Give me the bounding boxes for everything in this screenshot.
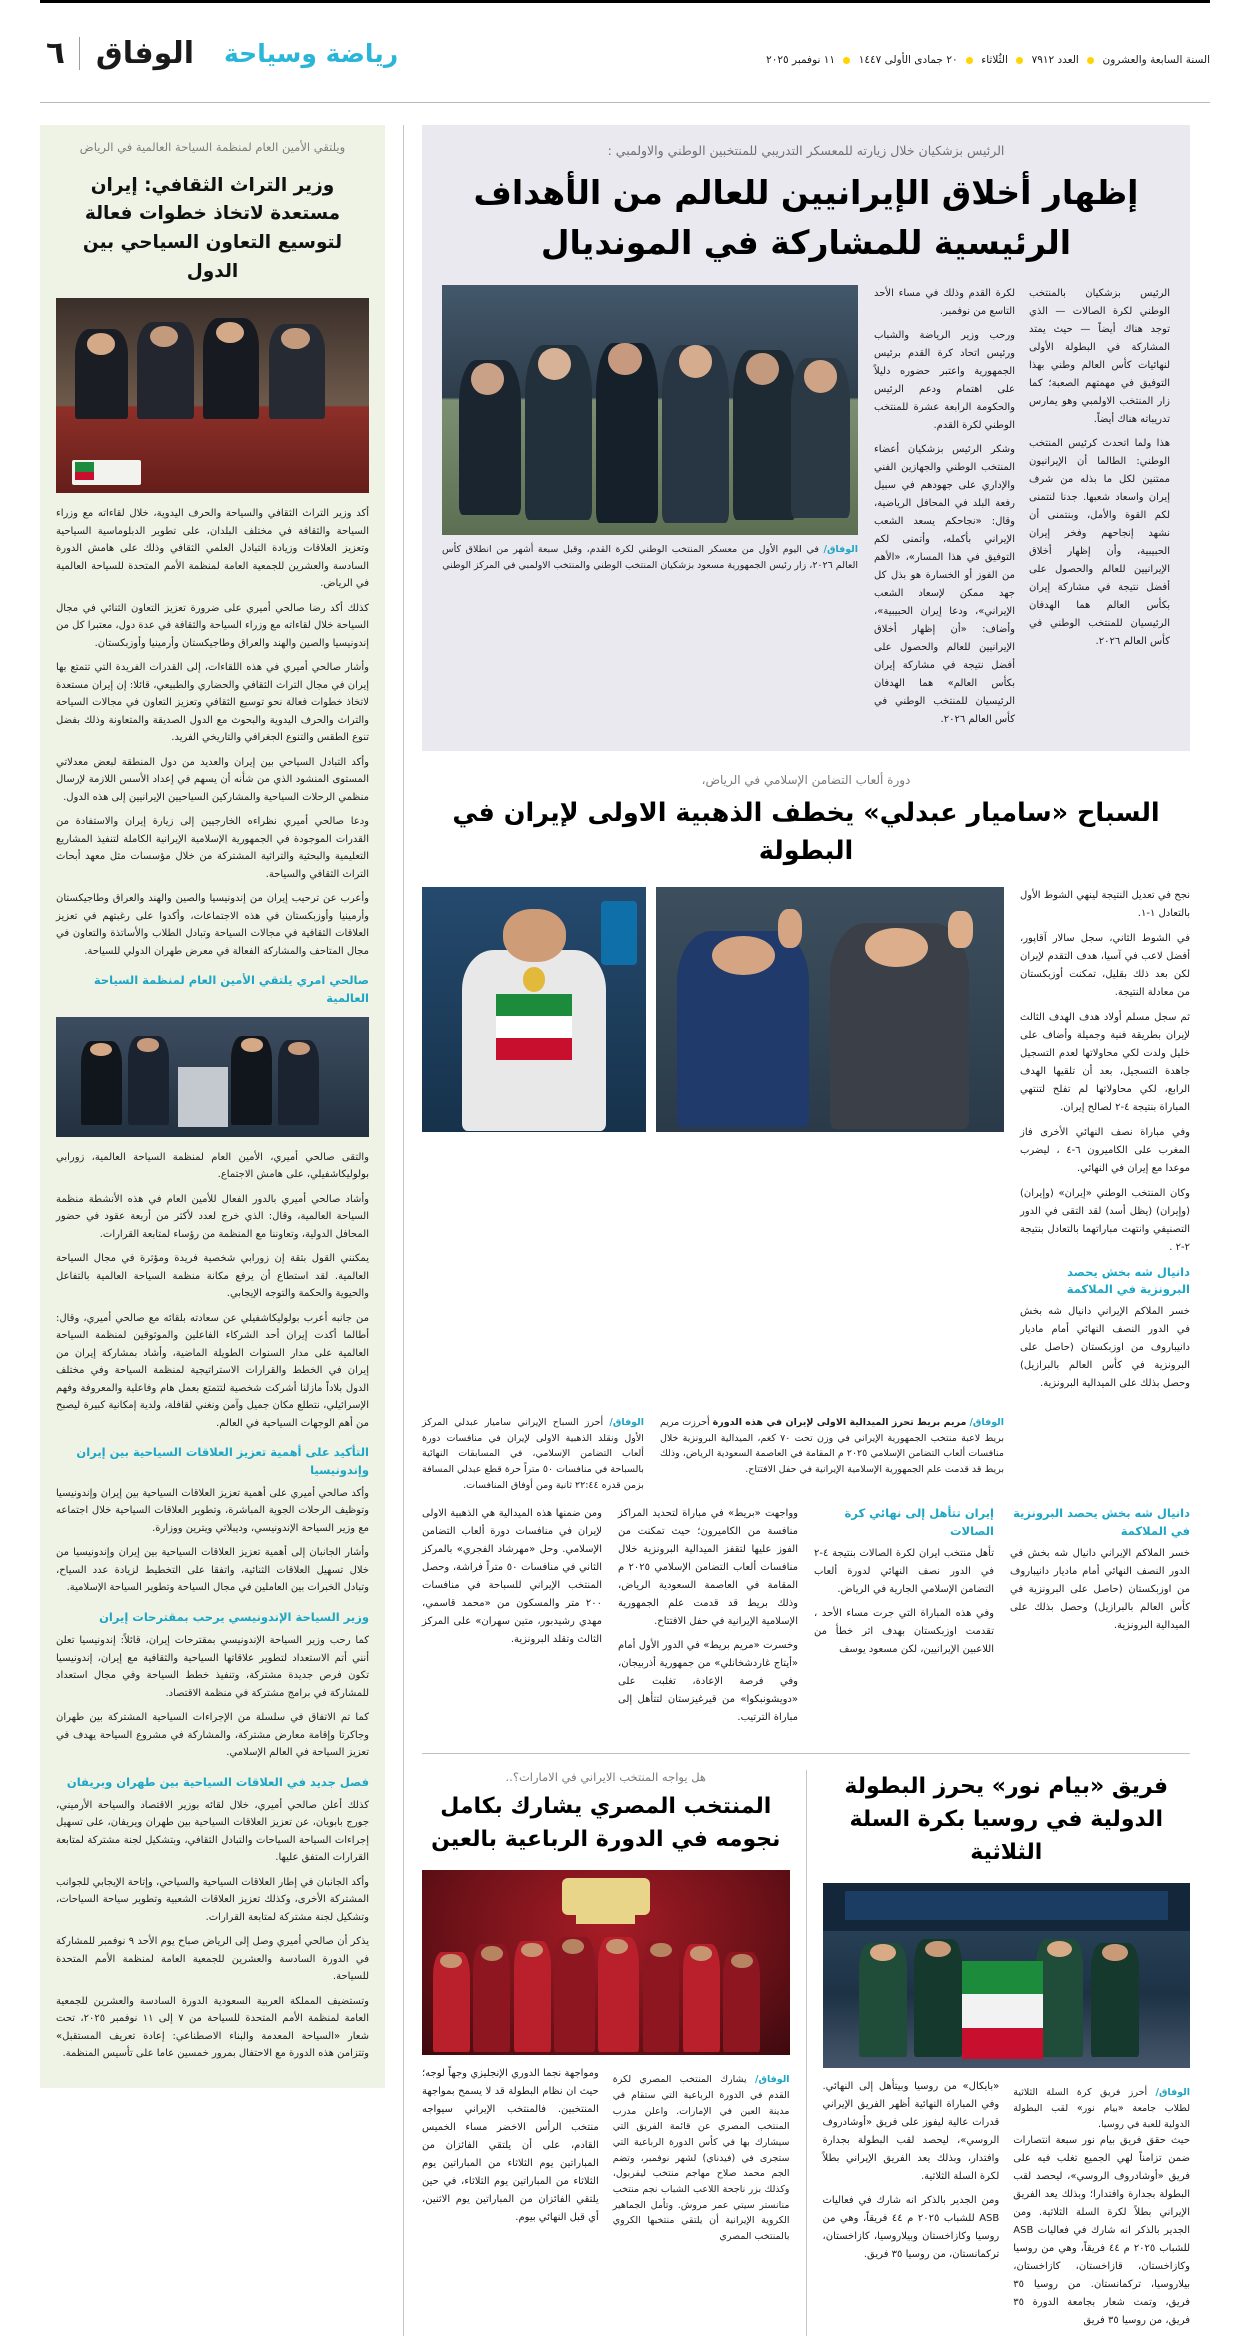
mid-paragraph: وفي هذه المباراة التي جرت مساء الأحد ، تقدمت اوزبكستان بهدف اثر خطأ من اللاعبين الإيرانيين، لكن مسعود يوسف xyxy=(814,1607,994,1655)
iranian-female-athletes-celebrating-photo xyxy=(656,887,1004,1132)
mid-left-text xyxy=(1020,887,1190,1401)
basketball-paragraph: «بايكال» من روسيا وبيتأهل إلى النهائي. وفي المباراة النهائية أظهر الفريق الإيراني قدرات عالية ليفوز على فريق «أوشادروف الروسي»، ليحصد لقب البطولة بجدارة وافتدار، وبذلك يعد الفريق الإيراني بطلاً لكرة السلة الثلاثية. xyxy=(822,2081,1000,2183)
payam-noor-basketball-team-trophy-photo xyxy=(823,1883,1191,2068)
lead-headline: إظهار أخلاق الإيرانيين للعالم من الأهداف الرئيسية للمشاركة في المونديال xyxy=(473,173,1139,262)
sidebar-body-1 xyxy=(56,505,369,960)
lead-paragraph: ورحب وزير الرياضة والشباب ورئيس اتحاد كرة القدم برئيس الجمهورية واعتبر حضوره دليلاً على اهتمام ودعم الرئيس والحكومة الرابعة عشرة للمنتخب الوطني لكرة القدم. xyxy=(874,330,1015,431)
issue-year: السنة السابعة والعشرون xyxy=(1102,54,1210,66)
sidebar-paragraph: كما رحب وزير السياحة الإندونيسي بمقترحات إيران، قائلاً: إندونيسيا تعلن أنني أتم الاستعداد لتطوير علاقاتها السياحية والثقافية مع إيران، إندونيسيا تكون فرص جديدة مشتركة، وتنفيذ خطط السياحة وفي مجال استعداد للمشاركة في برامج مشتركة في منظمة الاقتصاد. xyxy=(56,1635,369,1699)
lead-kicker: الرئيس بزشكيان خلال زيارته للمعسكر التدريبي للمنتخبين الوطني والاولمبي : xyxy=(607,143,1005,158)
sidebar-paragraph: وأعرب عن ترحيب إيران من إندونيسيا والصين والهند والعراق وطاجيكستان وأرمينيا وأوزبكستان في هذه الاجتماعات، وأكدوا على رغبتهم في تعزيز العلاقات الثقافية في مجالات السياحة وتبادل الطلاب والأساتذة والتعاون في مجال المتاحف والمشاركة الفعالة في معرض طهران الدولي للسياحة. xyxy=(56,893,369,957)
sidebar-paragraph: وأكد صالحي أميري على أهمية تعزيز العلاقات السياحية بين إيران وإندونيسيا وتوظيف الرحلات الجوية المباشرة، وتطوير العلاقات السياحية خلال اجتماعه مع وزير السياحة الإندونيسي، وديبلاتي ويترين ووزارة. xyxy=(56,1487,369,1534)
basketball-body xyxy=(823,2078,1191,2336)
sidebar-kicker: ويلتقي الأمين العام لمنظمة السياحة العالمية في الرياض xyxy=(79,140,346,154)
lead-photo-caption xyxy=(442,542,858,573)
mid-col-bronze xyxy=(1010,1505,1190,1733)
sidebar-paragraph: وأكد التبادل السياحي بين إيران والعديد من دول المنطقة لبعض معدلاتي المستوى المنشود الذي من شأنه أن يسهم في إعداد الأسس اللازمة لإرسال منظمي الرحلات السياحية والمشاركين السياحيين الإيرانيين إلى هذه الدول. xyxy=(56,756,369,803)
mid-kicker: دورة ألعاب التضامن الإسلامي في الرياض، xyxy=(701,773,911,787)
caption-title: مريم بريط تحرز الميدالية الاولى لإيران في هذه الدورة xyxy=(712,1417,967,1428)
egypt-kicker: هل يواجه المنتخب الايراني في الامارات؟.. xyxy=(505,1770,706,1785)
bottom-article-egypt xyxy=(422,1770,790,2336)
mid-photo-group xyxy=(422,887,1004,1132)
mid-col-futsal xyxy=(814,1505,994,1733)
main-column xyxy=(422,125,1210,2336)
sidebar-paragraph: يمكنني القول بثقة إن زورابي شخصية فريدة ومؤثرة في مجال السياحة العالمية. لقد استطاع أن يرفع مكانة منظمة السياحة العالمية بالتفاعل والحيوية والحكمة والتوجه الإيجابي. xyxy=(56,1253,369,1300)
page-content xyxy=(40,125,1210,2336)
masthead-bottom-rule xyxy=(40,102,1210,103)
mid-bronze-subhead: دانيال شه بخش يحصد البرونزية في الملاكمة xyxy=(1066,1264,1190,1296)
masthead-issue-info xyxy=(412,54,1210,70)
sidebar-paragraph: يذكر أن صالحي أميري وصل إلى الرياض صباح يوم الأحد ٩ نوفمبر للمشاركة في الدورة السادسة والعشرين للجمعية العامة لمنظمة الأمم المتحدة للسياحة. xyxy=(56,1936,369,1983)
lead-paragraph: لكرة القدم وذلك في مساء الأحد التاسع من نوفمبر. xyxy=(874,288,1015,317)
newspaper-brand: الوفاق xyxy=(79,37,210,70)
caption-tag: الوفاق/ xyxy=(754,2074,790,2086)
bullet-dot-icon xyxy=(966,57,973,64)
page-number: ٦ xyxy=(46,35,65,71)
egypt-paragraph: ومواجهة نجما الدوري الإنجليزي وجهاً لوجه؛ حيث ان نظام البطولة قد لا يسمح بمواجهة المنتخبين. فالمنتخب الإيراني سيواجه منتخب الرأس الاخضر مساء الخميس القادم، على أن يلتقي الفائزان من المباراتين يوم الثلاثاء من المباراتين يوم الثلاثاء من المباراتين يوم الثلاثاء، في حين يلتقي الفائزان من المباراتين يوم الاثنين، أي قبل النهائي بيوم. xyxy=(422,2068,599,2224)
sidebar-article xyxy=(40,125,385,2088)
caption-tag: الوفاق/ xyxy=(609,1417,644,1428)
lead-paragraph: وشكر الرئيس بزشكيان أعضاء المنتخب الوطني والجهازين الفني والإداري على جهودهم في سبيل رفعة البلد في المحافل الرياضية، وقال: «نجاحكم يسعد الشعب الإيراني بأكمله، وأتمنى لكم التوفيق في هذا المسار»، «الأهم من الفوز أو الخسارة هو بذل كل جهد ممكن لإسعاد الشعب الإيراني»، ودعا إيران الحبيبية»، وأضاف: «أن إظهار أخلاق الإيرانيين للعالم والحصول على أفضل نتيجة في مشاركة إيران بكأس العالم» هما الهدفان الرئيسيان للمنتخب الوطني في كأس العالم ٢٠٢٦. xyxy=(874,444,1015,725)
mid-article xyxy=(422,773,1190,1733)
signing-ceremony-photo xyxy=(56,1017,369,1137)
caption-text: في اليوم الأول من معسكر المنتخب الوطني لكرة القدم، وقبل سبعة أشهر من انطلاق كأس العالم ٢٠٢٦، زار رئيس الجمهورية مسعود بزشكيان المنتخب الوطني والمنتخب الاولمبي في المركز الوطني xyxy=(442,544,858,571)
basketball-caption xyxy=(1013,2085,1190,2132)
sidebar-paragraph: كذلك أعلن صالحي أميري، خلال لقائه بوزير الاقتصاد والسياحة الأرميني، جورج بابويان، عن تعزيز العلاقات السياحية بين طهران ويريفان، على تسهيل إجراءات السياحة السياحات والتبادل الثقافي، وبتشكيل لجنة مشتركة لمتابعة القرارات المتفق عليها. xyxy=(56,1799,369,1864)
mid-futsal-subhead: إيران تتأهل إلى نهائي كرة الصالات xyxy=(844,1506,994,1538)
president-visiting-national-team-camp-photo xyxy=(442,285,858,535)
lead-paragraph: هذا ولما اتحدث كرئيس المنتخب الوطني: الطالما أن الإيرانيون ممتنين لكل ما بذله من شرف إيران واسعاد شعبها. جدنا لنتمنى لكم القوة والأمل، وبنتمنى أن نشهد إنجاحهم وفخر إيران الحبيبية، وأن إظهار أخلاق الإيرانيين للعالم والحصول على أفضل نتيجة في مشاركة إيران بكأس العالم هما الهدفان الرئيسيان للمنتخب الوطني في كأس العالم ٢٠٢٦. xyxy=(1029,438,1170,647)
issue-number: العدد ٧٩١٢ xyxy=(1031,54,1079,66)
mid-col-bareet xyxy=(618,1505,798,1733)
sidebar-paragraph: والتقى صالحي أميري، الأمين العام لمنظمة السياحة العالمية، زورابي بولوليكاشفيلي، على هامش الاجتماع. xyxy=(56,1151,369,1181)
mid-lower-columns xyxy=(422,1505,1190,1733)
mid-paragraph: ومن ضمنها هذه الميدالية هي الذهبية الاولى لإيران في منافسات دورة ألعاب التضامن الإسلامي. وحل «مهرشاد الفجري» بالمركز الثاني في منافسات ٥٠ متراً فراشة، وحصل المنتخب الإيراني للسباحة في منافسات ٢٠٠ متر والمسكون من «محمد قاسمي، مهدي رشيدبور، متين سهران» على المركز الثالث وتقلد البرونزية. xyxy=(422,1508,602,1646)
sidebar-subhead-4: فصل جديد في العلاقات السياحية بين طهران وبريفان xyxy=(66,1774,369,1789)
mid-paragraph: خسر الملاكم الإيراني دانيال شه بخش في الدور النصف النهائي أمام ماديار دانيباروف من اوزبكستان (حاصل على البرونزية في كأس العالم بالبرازيل) وحصل بذلك على الميدالية البرونزية. xyxy=(1020,1306,1190,1389)
egypt-national-football-team-poster xyxy=(422,1870,790,2055)
sidebar-body-5 xyxy=(56,1797,369,2063)
mid-captions xyxy=(422,1408,1190,1493)
caption-text: يشارك المنتخب المصري لكرة القدم في الدورة الرباعية التي ستقام في مدينة العين في الإمارات. واعلن مدرب المنتخب المصري عن قائمة الفريق التي سيشارك بها في كأس الدورة الرباعية التي ستجرى في (فيدناي) لشهر نوفمبر، وتضم الجم محمد صلاح مهاجم منتخب ليفربول، وكذلك بزر ناجحة اللاعب الشباب نجم منتخب منانستر سيتي عمر مروش. وتأمل الجماهير الكروية الإيرانية أن يلتقي منتخبها الكروي بالمنتخب المصري xyxy=(612,2074,790,2243)
sidebar-paragraph: ودعا صالحي أميري نظراءه الخارجيين إلى زيارة إيران والاستفادة من القدرات الموجودة في الجمهورية الإسلامية الإيرانية الكاملة لتنفيذ المشاريع التعليمية والبحثية والتراثية المشتركة من خلال مؤسسات مثل معهد أبحاث التراث الثقافي والسياحة. xyxy=(56,816,369,880)
sidebar-paragraph: أكد وزير التراث الثقافي والسياحة والحرف اليدوية، خلال لقاءاته مع وزراء السياحة والثقافة في مختلف البلدان، على تطوير الدبلوماسية السياحية وتعزيز العلاقات وزيادة التبادل العلمي الثقافي وذلك على هامش الدورة السادسة والعشرين للجمعية العامة لمنظمة الأمم المتحدة للسياحة العالمية في الرياض. xyxy=(56,508,369,590)
caption-text: أحرز فريق كرة السلة الثلاثية لطلاب جامعة «بيام نور» لقب البطولة الدولية للعبة في روسيا. xyxy=(1013,2087,1190,2130)
section-title: رياضة وسياحة xyxy=(224,38,399,68)
main-sidebar-separator xyxy=(403,125,404,2336)
issue-gregorian-date: ١١ نوفمبر ٢٠٢٥ xyxy=(766,54,836,66)
bullet-dot-icon xyxy=(1016,57,1023,64)
masthead xyxy=(40,3,1210,76)
sidebar-subhead-1: صالحي امري يلتقي الأمين العام لمنظمة السياحة العالمية xyxy=(93,973,369,1005)
sidebar-paragraph: من جانبه أعرب بولوليكاشفيلي عن سعادته بلقائه مع صالحي أميري، وقال: أطالما أكدت إيران أحد الشركاء الفاعلين والموثوقين لمنظمة السياحة العالمية على مدار السنوات الطويلة الماضية، وأشاد بمشاركة إيران من إيران في الخطط والقرارات الاستراتيجية لمنظمة السياحة وفي مختلف الدول بلاداً مازلنا أشركت شخصية لتتمتع بعمل هام وفاعلية والمعروفة وفهم الإسرائيلي، نتطلع مكان جميل وآمن ونغني لقافلة، ولدية إمكانية كبيرة ليصبح من أهم الوجهات السياحية في العالم. xyxy=(56,1312,369,1429)
sidebar-subhead-2: التأكيد على أهمية تعزيز العلاقات السياحية بين إيران وإندونيسيا xyxy=(76,1445,369,1477)
lead-photo-block xyxy=(442,285,858,573)
issue-weekday: الثُلاثاء xyxy=(981,54,1008,66)
sidebar-paragraph: وأشاد صالحي أميري بالدور الفعال للأمين العام في هذه الأنشطة منظمة السياحة العالمية، وقال: الذي خرج لعدد لأكثر من أربعة عقود في حضور المحافل الدولية، وتعاوننا مع المنظمة من رؤساء لمتابعة القرارات. xyxy=(56,1193,369,1240)
sidebar-paragraph: وتستضيف المملكة العربية السعودية الدورة السادسة والعشرين للجمعية العامة لمنظمة الأمم المتحدة للسياحة من ٧ إلى ١١ نوفمبر ٢٠٢٥، تحت شعار «السياحة المعدمة والبناء الاصطناعي: إعادة تعريف المستقبل» وتتزامن هذه الدورة مع الاحتفال بمرور خمسين عاما على تأسيس المنظمة. xyxy=(56,1995,369,2060)
mid-bronze-subhead-dup: دانيال شه بخش يحصد البرونزية في الملاكمة xyxy=(1013,1506,1190,1538)
sidebar-body-2 xyxy=(56,1149,369,1433)
bottom-section-rule xyxy=(422,1753,1190,1754)
bottom-section xyxy=(422,1770,1190,2336)
bottom-column-separator xyxy=(806,1770,807,2336)
sidebar-paragraph: كما تم الاتفاق في سلسلة من الإجراءات السياحية المشتركة بين طهران وجاكرتا وإقامة معارض مشتركة، والمشاركة في مشروع السياحة يهدف في تعزيز السياحة في العالم الإسلامي. xyxy=(56,1712,369,1759)
mid-paragraph: ثم سجل مسلم أولاد هدف الهدف الثالث لإيران بطريقة فنية وجميلة وأضاف على خليل ولدت لكي محاولاتها لعدم التسجيل جاهدة التسجيل، بعد أن تلقيها الهدف الرابع، لكي محاولاتها لم تفلح لتنتهي المباراة بنتيجة ٤-٢ لصالح إيران. xyxy=(1020,1011,1190,1113)
issue-hijri-date: ٢٠ جمادى الأولى ١٤٤٧ xyxy=(858,54,958,66)
mid-paragraph: وفي مباراة نصف النهائي الأخرى فاز المغرب على الكاميرون ٦-٤ ، ليضرب موعدا مع إيران في النهائي. xyxy=(1020,1126,1190,1174)
masthead-brand-group xyxy=(40,37,412,70)
sidebar-headline: وزير التراث الثقافي: إيران مستعدة لاتخاذ خطوات فعالة لتوسيع التعاون السياحي بين الدول xyxy=(82,174,343,282)
caption-tag: الوفاق/ xyxy=(1155,2087,1190,2099)
mid-headline: السباح «ساميار عبدلي» يخطف الذهبية الاولى لإيران في البطولة xyxy=(452,798,1160,867)
swimmer-samyar-abdoli-medal-photo xyxy=(422,887,646,1132)
lead-paragraph: الرئيس بزشكيان بالمنتخب الوطني لكرة الصالات — الذي توجد هناك أيضاً — حيث يمتد المشاركة في البطولة الأولى لنهائيات كأس العالم وطني بهذا التوفيق في مهمتهم الصعبة؛ كما زار المنتخب الاولمبي وهو يمارس تدريباته هناك أيضاً. xyxy=(1029,288,1170,425)
lead-article xyxy=(422,125,1190,751)
sidebar-body-4 xyxy=(56,1632,369,1762)
mid-paragraph: خسر الملاكم الإيراني دانيال شه بخش في الدور النصف النهائي أمام ماديار دانيباروف من اوزبكستان (حاصل على البرونزية في كأس العالم بالبرازيل) وحصل بذلك على الميدالية البرونزية. xyxy=(1010,1547,1190,1631)
mid-paragraph: تأهل منتخب ايران لكرة الصالات بنتيجة ٤-٢ في الدور نصف النهائي لدورة ألعاب التضامن الإسلامي الجارية في الرياض. xyxy=(814,1547,994,1595)
mid-caption-b xyxy=(422,1415,644,1493)
sidebar-column xyxy=(40,125,385,2336)
basketball-paragraph: حيث حقق فريق بيام نور سبعة انتصارات ضمن تزامناً لهي الجميع تغلب فيه على فريق «أوشادروف الروسي»، ليحصد لقب البطولة بجدارة وافتدارا؛ وبذلك يعد الفريق الإيراني بطلاً لكرة السلة الثلاثية. ومن الجدير بالذكر انه شارك في فعاليات ASB للشباب ٢٠٢٥ م ٤٤ فريقاً، وهي من روسيا وكازاخستان، قازاخستان، كازاخستان، بيلاروسيا، تركمانستان. من روسيا ٣٥ فريق، وتمت شعار بجامعة الدورة ٣٥ فريق، من روسيا ٣٥ فريق xyxy=(1013,2135,1191,2327)
egypt-headline: المنتخب المصري يشارك بكامل نجومه في الدورة الرباعية بالعين xyxy=(431,1794,781,1853)
sidebar-paragraph: وأشار صالحي أميري في هذه اللقاءات، إلى القدرات الفريدة التي تتمتع بها إيران في مجال التراث الثقافي والحضاري والطبيعي، قائلا: إن إيران مستعدة لاتخاذ خطوات فعالة نحو توسيع الثقافي وتعزيز التعاون في مجالات السياحة والتراث والحرف اليدوية والبحوث مع الدول الصديقة والمتعاونة وذلك بفضل تنوع الطقس والتنوع الجغرافي والتاريخي الفريد. xyxy=(56,662,369,744)
issue-line xyxy=(766,54,1210,70)
mid-paragraph: وواجهت «بريط» في مباراة لتحديد المراكز منافسة من الكاميرون؛ حيث تمكنت من الفوز عليها لتقفز الميدالية البرونزية خلال منافسات ألعاب التضامن الإسلامي ٢٠٢٥ م المقامة في العاصمة السعودية الرياض، وذلك بريط قد قدمت علم الجمهورية الإسلامية الإيرانية في حفل الافتتاح. xyxy=(618,1508,798,1628)
basketball-headline: فريق «بيام نور» يحرز البطولة الدولية في روسيا بكرة السلة الثلاثية xyxy=(844,1774,1169,1866)
caption-text: أحرزت مريم بريط لاعبة منتخب الجمهورية الإيراني في وزن تحت ٧٠ كغم، الميدالية البرونزية خلال منافسات ألعاب التضامن الإسلامي ٢٠٢٥ م المقامة في العاصمة السعودية الرياض، وذلك بريط قد قدمت علم الجمهورية الإسلامية الإيرانية في حفل الافتتاح. xyxy=(659,1417,1004,1476)
caption-text: أحرز السباح الإيراني ساميار عبدلي المركز الأول ونقلد الذهبية الاولى لإيران في منافسات دورة ألعاب التضامن الإسلامي، في المسابقات النهائية بالسباحة في منافسات ٥٠ متراً حرة قطع عبدلي المسافة بزمن قدره ٢٢:٤٤ ثانية ومن أوفاق المنافسات. xyxy=(422,1417,644,1491)
bottom-article-basketball xyxy=(823,1770,1191,2336)
bullet-dot-icon xyxy=(1087,57,1094,64)
mid-paragraph: في الشوط الثاني، سجل سالار آقاپور، أفضل لاعب في آسيا، هدف التقدم لإيران لكن بعد ذلك بقليل، تمكنت أوزبكستان من معادلة النتيجة. xyxy=(1020,932,1190,998)
mid-caption-a xyxy=(660,1415,1004,1478)
sidebar-paragraph: وأكد الجانبان في إطار العلاقات السياحية والسياحي، وإتاحة الإيجابي للجوانب المشتركة الأخرى، وكذلك تعزيز العلاقات الشعبية وتطوير سياحة السياحات، وتشكيل لجنة مشتركة لمتابعة القرارات. xyxy=(56,1876,369,1923)
bullet-dot-icon xyxy=(843,57,850,64)
sidebar-paragraph: كذلك أكد رضا صالحي أميري على ضرورة تعزيز التعاون الثنائي في مجال السياحة خلال لقاءاته مع وزراء السياحة والثقافة في عدة دول، معتبرا كل من إندونيسيا والصين والهند والعراق وطاجيكستان وأرمينيا وأوزبكستان. xyxy=(56,602,369,649)
mid-col-gold xyxy=(422,1505,602,1733)
mid-paragraph: نجح في تعديل النتيجة لينهي الشوط الأول بالتعادل ١-١. xyxy=(1020,889,1190,919)
sidebar-body-3 xyxy=(56,1485,369,1597)
egypt-caption xyxy=(613,2072,790,2244)
egypt-body xyxy=(422,2065,790,2244)
sidebar-subhead-3: وزير السياحة الإندونيسي يرحب بمقترحات إيران xyxy=(99,1609,369,1624)
basketball-paragraph: ومن الجدير بالذكر انه شارك في فعاليات ASB للشباب ٢٠٢٥ م ٤٤ فريقاً، وهي من روسيا وكازاخستان وبيلاروسيا، كازاخستان، تركمانستان، من روسيا ٣٥ فريق. xyxy=(822,2195,1000,2261)
sidebar-paragraph: وأشار الجانبان إلى أهمية تعزيز العلاقات السياحية بين إيران وإندونيسيا من خلال تسهيل العلاقات الثنائية، واتفقا على التخطيط لزيادة عدد السياح، وتبادل الخبرات بين العاملين في مجال السياحة وتطوير السياحة الإسلامية. xyxy=(56,1547,369,1594)
mid-paragraph: وكان المنتخب الوطني «إيران» (وإيران) (وإيران) (يظل أسد) لقد التقى في الدور التصنيفي وانتهت مباراتهما بالتعادل بنتيجة ٢-٢ . xyxy=(1020,1187,1190,1253)
mid-paragraph: وخسرت «مريم بريط» في الدور الأول أمام «أيتاج غاردشخانلي» من جمهورية أذربيجان، وفي فرصة الإعادة، تغلبت على «دويشونبكوا» من قيرغيزستان لتتأهل إلى مباراة الترتيب. xyxy=(618,1640,798,1724)
lead-text-columns xyxy=(874,285,1170,735)
iran-delegation-conference-photo xyxy=(56,298,369,493)
caption-tag: الوفاق/ xyxy=(823,544,858,555)
caption-tag: الوفاق/ xyxy=(969,1417,1004,1428)
